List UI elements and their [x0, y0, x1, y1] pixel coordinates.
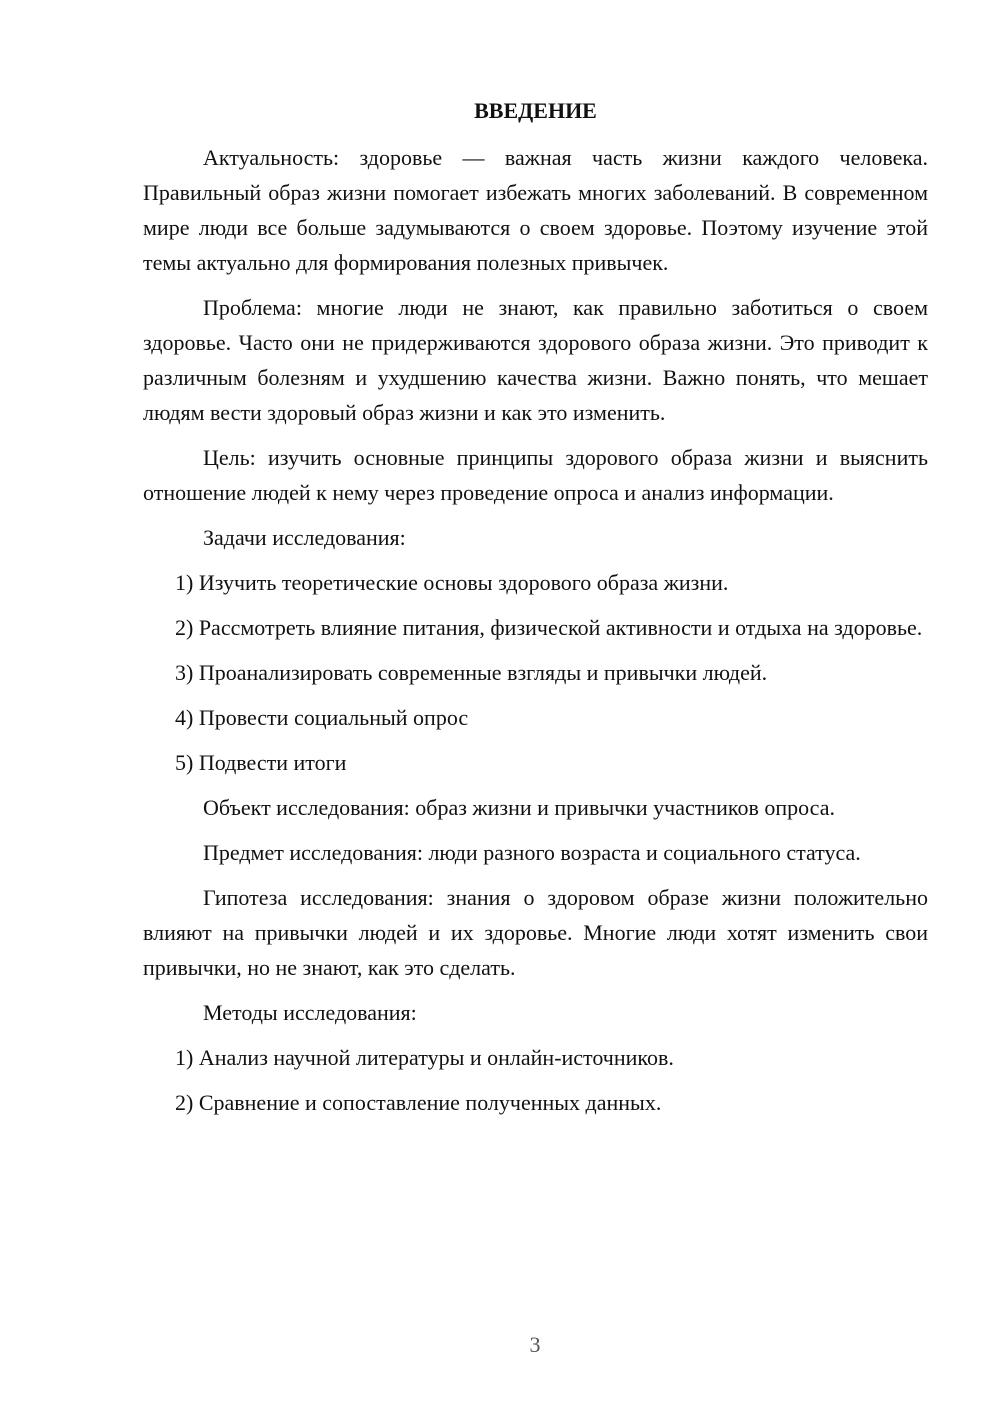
page-content [143, 96, 928, 1130]
object-paragraph: Объект исследования: образ жизни и привычки участников опроса. [203, 795, 835, 820]
task-item-4: 4) Провести социальный опрос [175, 705, 469, 730]
task-item-5: 5) Подвести итоги [175, 750, 347, 775]
subject-paragraph: Предмет исследования: люди разного возраста и социального статуса. [203, 840, 861, 865]
relevance-paragraph: Актуальность: здоровье — важная часть жизни каждого человека. Правильный образ жизни помогает избежать многих заболеваний. В современном мире люди все больше задумываются о своем здоровье. Поэтому изучение этой темы актуально для формирования полезных привычек. [143, 145, 928, 275]
methods-heading: Методы исследования: [203, 1000, 417, 1025]
section-title: ВВЕДЕНИЕ [474, 98, 597, 123]
task-item-2: 2) Рассмотреть влияние питания, физической активности и отдыха на здоровье. [175, 615, 923, 640]
method-item-1: 1) Анализ научной литературы и онлайн-источников. [175, 1045, 674, 1070]
page-number: 3 [529, 1332, 541, 1357]
hypothesis-paragraph: Гипотеза исследования: знания о здоровом образе жизни положительно влияют на привычки людей и их здоровье. Многие люди хотят изменить свои привычки, но не знают, как это сделать. [143, 885, 928, 980]
method-item-2: 2) Сравнение и сопоставление полученных данных. [175, 1090, 662, 1115]
goal-paragraph: Цель: изучить основные принципы здорового образа жизни и выяснить отношение людей к нему через проведение опроса и анализ информации. [143, 445, 928, 505]
problem-paragraph: Проблема: многие люди не знают, как правильно заботиться о своем здоровье. Часто они не придерживаются здорового образа жизни. Это приводит к различным болезням и ухудшению качества жизни. Важно понять, что мешает людям вести здоровый образ жизни и как это изменить. [143, 295, 928, 425]
task-item-3: 3) Проанализировать современные взгляды и привычки людей. [175, 660, 768, 685]
tasks-heading: Задачи исследования: [203, 525, 406, 550]
task-item-1: 1) Изучить теоретические основы здорового образа жизни. [175, 570, 729, 595]
